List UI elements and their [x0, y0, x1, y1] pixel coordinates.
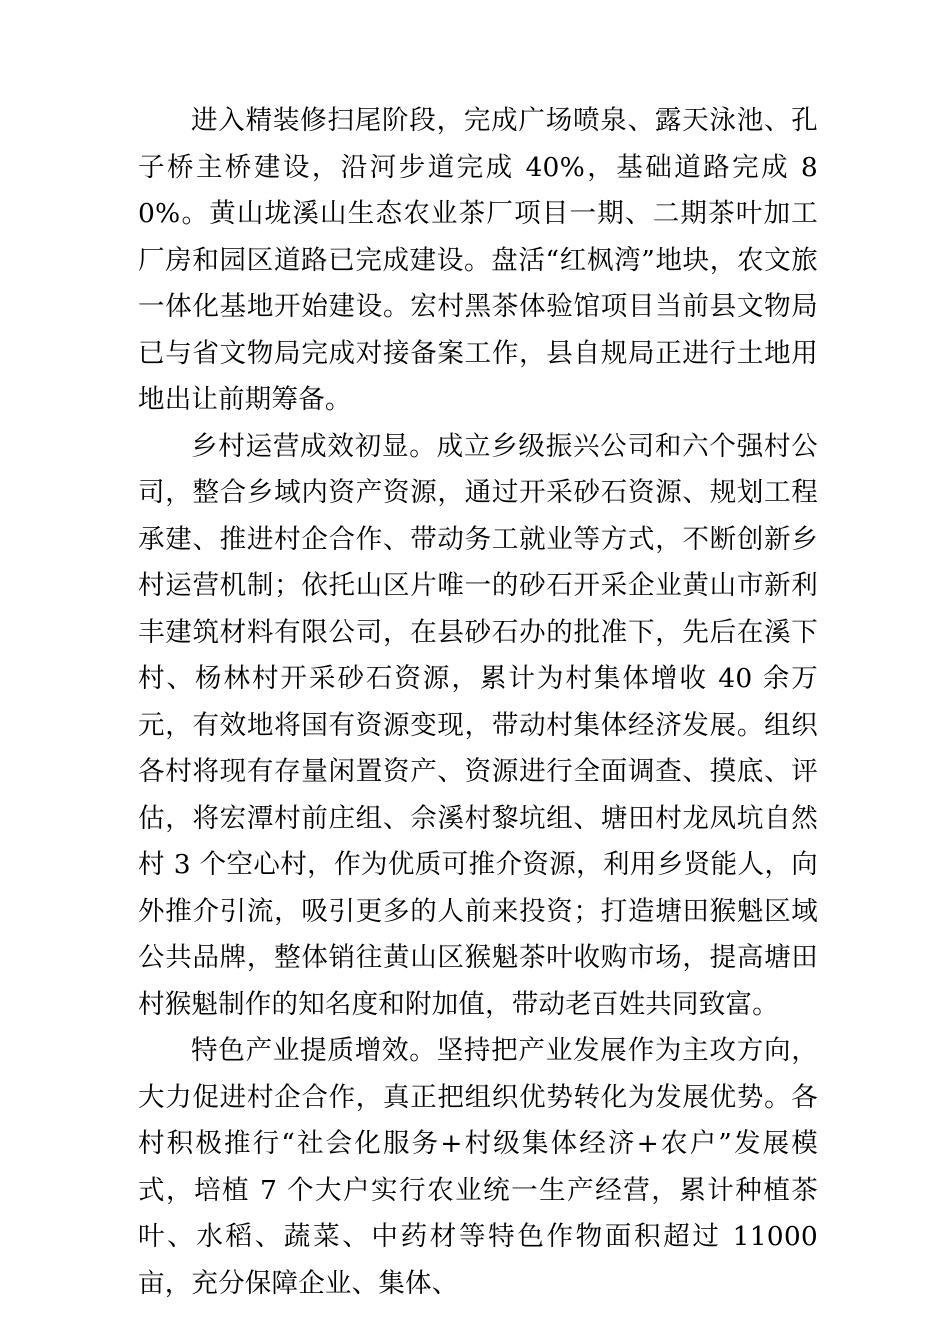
document-body	[138, 98, 827, 1307]
paragraph: 特色产业提质增效。坚持把产业发展作为主攻方向，大力促进村企合作，真正把组织优势转化为发展优势。各村积极推行“社会化服务+村级集体经济+农户”发展模式，培植 7 个大户实行农业统一生产经营，累计种植茶叶、水稻、蔬菜、中药材等特色作物面积超过 11000 亩，充分保障企业、集体、	[138, 1035, 827, 1299]
paragraph: 进入精装修扫尾阶段，完成广场喷泉、露天泳池、孔子桥主桥建设，沿河步道完成 40%，基础道路完成 80%。黄山垅溪山生态农业茶厂项目一期、二期茶叶加工厂房和园区道路已完成建设。盘活“红枫湾”地块，农文旅一体化基地开始建设。宏村黑茶体验馆项目当前县文物局已与省文物局完成对接备案工作，县自规局正进行土地用地出让前期筹备。	[138, 105, 818, 415]
paragraph: 乡村运营成效初显。成立乡级振兴公司和六个强村公司，整合乡域内资产资源，通过开采砂石资源、规划工程承建、推进村企合作、带动务工就业等方式，不断创新乡村运营机制；依托山区片唯一的砂石开采企业黄山市新利丰建筑材料有限公司，在县砂石办的批准下，先后在溪下村、杨林村开采砂石资源，累计为村集体增收 40 余万元，有效地将国有资源变现，带动村集体经济发展。组织各村将现有存量闲置资产、资源进行全面调查、摸底、评估，将宏潭村前庄组、佘溪村黎坑组、塘田村龙凤坑自然村 3 个空心村，作为优质可推介资源，利用乡贤能人，向外推介引流，吸引更多的人前来投资；打造塘田猴魁区域公共品牌，整体销往黄山区猴魁茶叶收购市场，提高塘田村猴魁制作的知名度和附加值，带动老百姓共同致富。	[138, 430, 818, 1020]
